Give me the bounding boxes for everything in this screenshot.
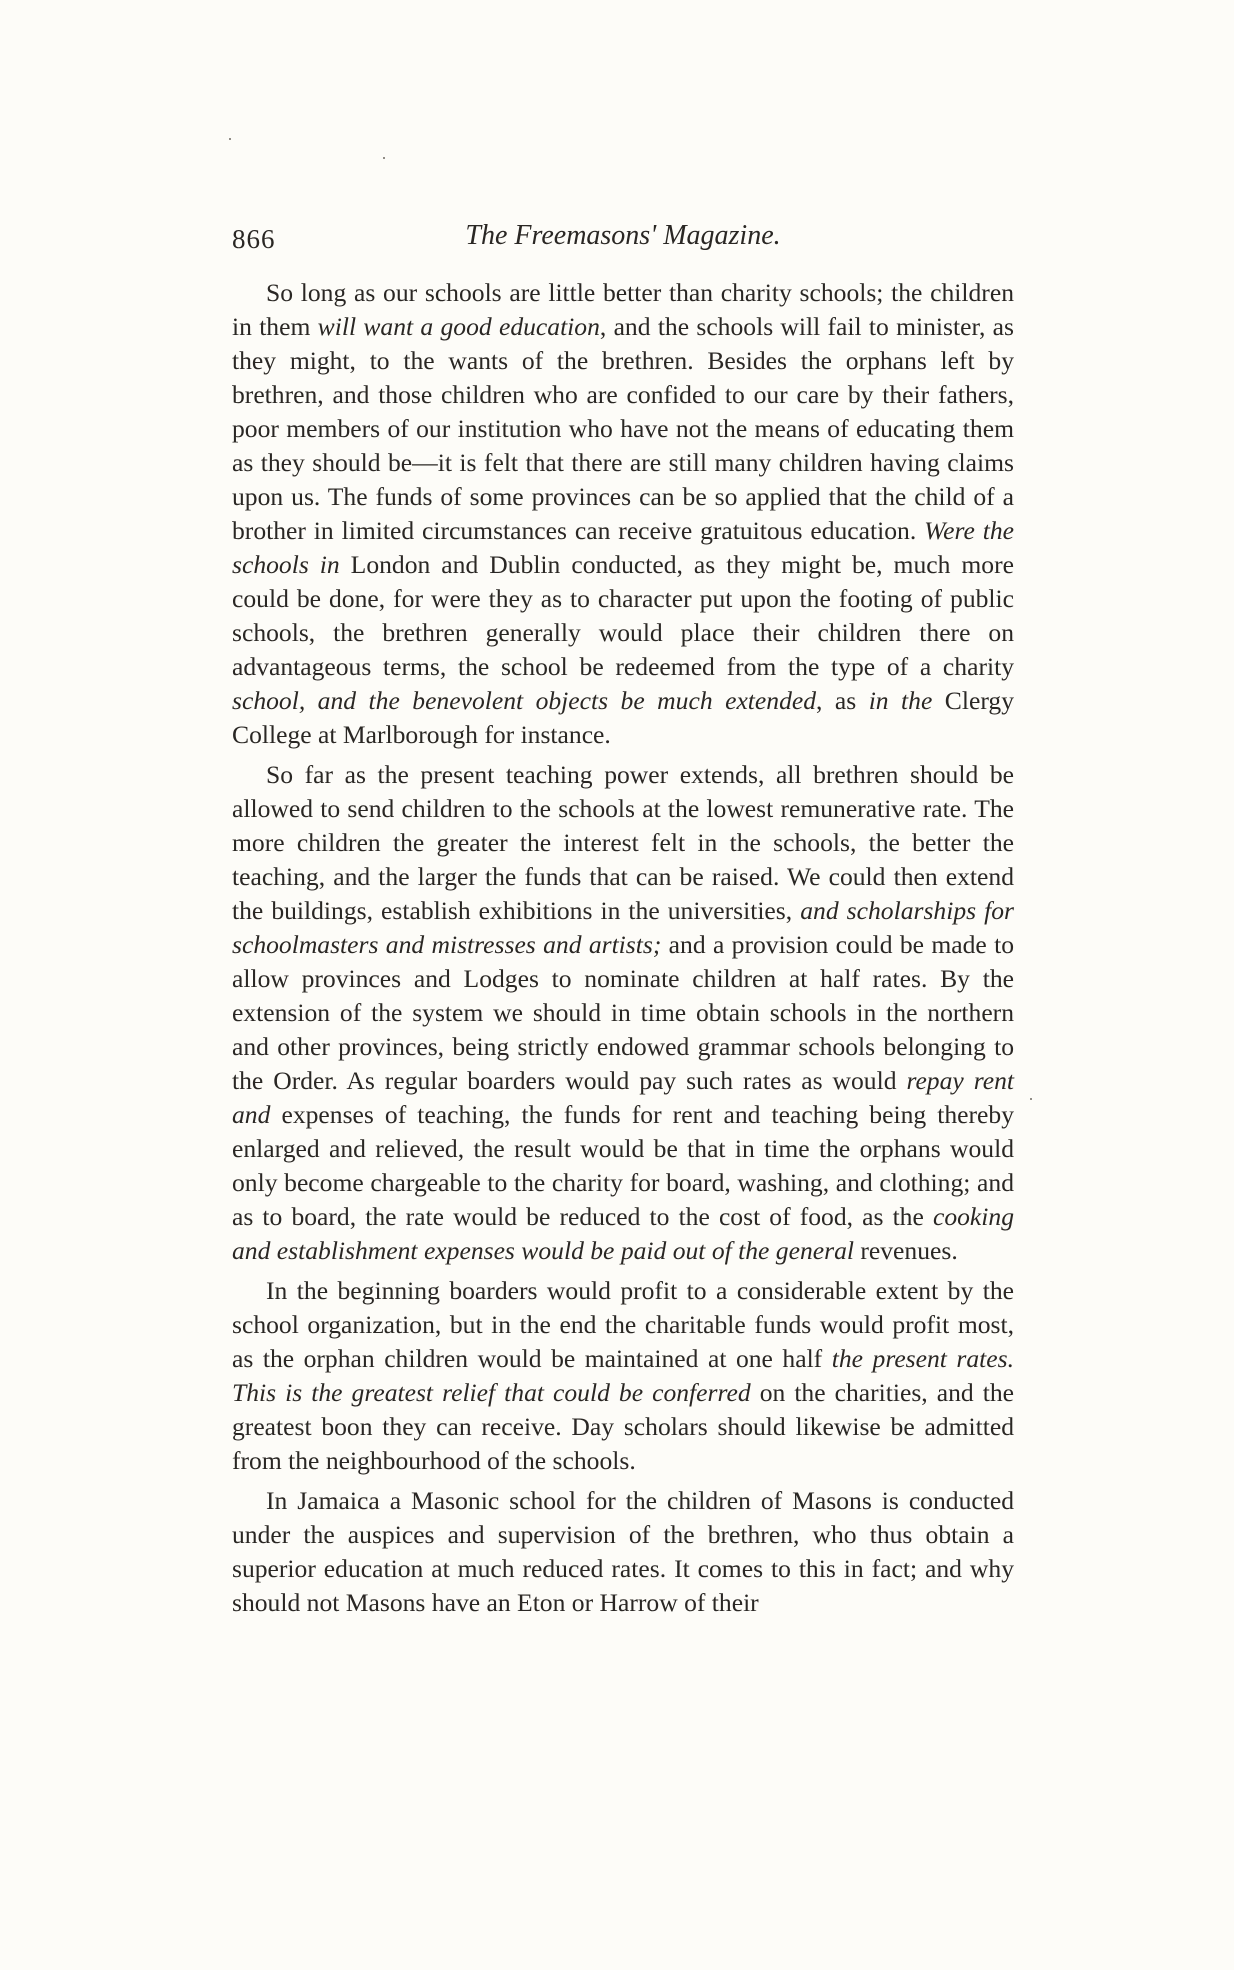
magazine-page <box>232 220 1014 1620</box>
italic-text: will want a good education <box>317 312 600 341</box>
paragraph <box>232 758 1014 1268</box>
italic-text: and scholarships for schoolmasters and mistresses and artists; <box>232 896 1014 959</box>
paper-speck <box>1030 1098 1032 1100</box>
article-body <box>232 276 1014 1620</box>
text-run: , as <box>816 686 869 715</box>
text-run: revenues. <box>853 1236 958 1265</box>
text-run: Clergy College at Marlborough for instance. <box>232 686 1015 749</box>
italic-text: school, and the benevolent objects be much extended <box>232 686 817 715</box>
text-run: expenses of teaching, the funds for rent and teaching being thereby enlarged and relieved, the result would be that in time the orphans would only become chargeable to the charity for board, washing, and clothing; and as to board, the rate would be reduced to the cost of food, as the <box>232 1100 1014 1231</box>
text-run: and a provision could be made to allow provinces and Lodges to nominate children at half rates. By the extension of the system we should in time obtain schools in the northern and other provinces, being strictly endowed grammar schools belonging to the Order. As regular boarders would pay such rates as would <box>232 930 1015 1095</box>
italic-text: Were the schools in <box>232 516 1014 579</box>
italic-text: in the <box>868 686 933 715</box>
text-run: London and Dublin conducted, as they might be, much more could be done, for were they as to character put upon the footing of public schools, the brethren generally would place their children there on advantageous terms, the school be redeemed from the type of a charity <box>232 550 1014 681</box>
paper-speck <box>229 138 231 140</box>
paragraph <box>232 276 1014 752</box>
page-header <box>232 220 1014 270</box>
italic-text: cooking and establishment expenses would be paid out of the general <box>232 1202 1014 1265</box>
page-number: 866 <box>232 224 276 254</box>
text-run: In the beginning boarders would profit to a considerable extent by the school organization, but in the end the charitable funds would profit most, as the orphan children would be maintained at one half <box>232 1276 1014 1373</box>
paper-speck <box>383 157 385 159</box>
italic-text: the present rates. This is the greatest relief that could be conferred <box>232 1344 1015 1407</box>
running-title: The Freemasons' Magazine. <box>465 220 781 251</box>
paragraph <box>232 1274 1014 1478</box>
text-run: In Jamaica a Masonic school for the children of Masons is conducted under the auspices and supervision of the brethren, who thus obtain a superior education at much reduced rates. It comes to this in fact; and why should not Masons have an Eton or Harrow of their <box>232 1486 1014 1617</box>
text-run: on the charities, and the greatest boon they can receive. Day scholars should likewise be admitted from the neighbourhood of the schools. <box>232 1378 1014 1475</box>
paragraph <box>232 1484 1014 1620</box>
text-run: So long as our schools are little better than charity schools; the children in them <box>232 278 1014 341</box>
text-run: So far as the present teaching power extends, all brethren should be allowed to send children to the schools at the lowest remunerative rate. The more children the greater the interest felt in the schools, the better the teaching, and the larger the funds that can be raised. We could then extend the buildings, establish exhibitions in the universities, <box>232 760 1014 925</box>
italic-text: repay rent and <box>232 1066 1014 1129</box>
text-run: , and the schools will fail to minister, as they might, to the wants of the brethren. Besides the orphans left by brethren, and those children who are confided to our care by their fathers, poor members of our institution who have not the means of educating them as they should be—it is felt that there are still many children having claims upon us. The funds of some provinces can be so applied that the child of a brother in limited circumstances can receive gratuitous education. <box>232 312 1014 545</box>
